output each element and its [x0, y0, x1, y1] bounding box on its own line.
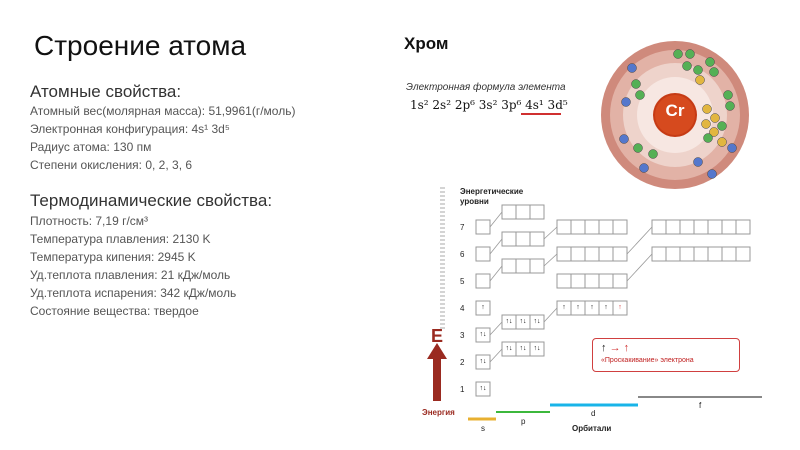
atom-particle — [649, 150, 658, 159]
energy-scale-ticks — [440, 188, 445, 328]
thermo-property-line: Уд.теплота испарения: 342 кДж/моль — [30, 286, 237, 300]
level-number: 5 — [460, 277, 465, 286]
atom-particle — [694, 66, 703, 75]
thermo-property-line: Температура кипения: 2945 K — [30, 250, 196, 264]
electron-cell: ↑↓ — [479, 358, 487, 365]
level-number: 2 — [460, 358, 465, 367]
atom-particle — [710, 68, 719, 77]
atom-particle — [728, 144, 737, 153]
atom-particle — [636, 91, 645, 100]
formula-caption: Электронная формула элемента — [406, 82, 566, 93]
atom-particle — [708, 170, 717, 179]
energy-symbol: E — [431, 326, 444, 346]
slide-title: Строение атома — [34, 30, 247, 61]
arrow-up-icon: ↑ — [623, 342, 630, 354]
atom-particle — [634, 144, 643, 153]
electron-cell: ↑ — [604, 304, 608, 311]
atomic-property-line: Радиус атома: 130 пм — [30, 140, 152, 154]
electron-cell: ↑↓ — [533, 345, 541, 352]
diagram-title-second-line: уровни — [460, 197, 489, 206]
electron-cell: ↑↓ — [519, 318, 527, 325]
element-name: Хром — [404, 34, 449, 53]
atom-particle — [686, 50, 695, 59]
electron-cell: ↑ — [562, 304, 566, 311]
atom-particle — [640, 164, 649, 173]
atomic-property-line: Электронная конфигурация: 4s¹ 3d⁵ — [30, 122, 230, 136]
atom-model — [600, 40, 750, 190]
electron-cell: ↑↓ — [505, 345, 513, 352]
atom-particle — [683, 62, 692, 71]
atom-particle — [694, 158, 703, 167]
electron-cell: ↑ — [481, 304, 485, 311]
thermo-properties-heading: Термодинамические свойства: — [30, 191, 273, 210]
atom-particle — [724, 91, 733, 100]
electron-cell: ↑ — [576, 304, 580, 311]
orbital-label-d: d — [591, 409, 596, 418]
level-number: 4 — [460, 304, 465, 313]
atom-particle — [718, 138, 727, 147]
electron-cell: ↑ — [590, 304, 594, 311]
level-number: 6 — [460, 250, 465, 259]
atom-particle — [706, 58, 715, 67]
thermo-property-line: Уд.теплота плавления: 21 кДж/моль — [30, 268, 231, 282]
thermo-property-line: Состояние вещества: твердое — [30, 304, 199, 318]
atomic-property-line: Степени окисления: 0, 2, 3, 6 — [30, 158, 193, 172]
level-number: 1 — [460, 385, 465, 394]
energy-caption: Энергия — [422, 408, 455, 417]
orbital-label-s: s — [481, 424, 485, 433]
formula-underline — [521, 113, 561, 115]
atom-particle — [632, 80, 641, 89]
thermo-property-line: Плотность: 7,19 г/см³ — [30, 214, 149, 228]
level-number: 3 — [460, 331, 465, 340]
electron-cell: ↑↓ — [533, 318, 541, 325]
electron-cell: ↑↓ — [519, 345, 527, 352]
electron-cell: ↑↓ — [479, 331, 487, 338]
electron-formula: 1s² 2s² 2p⁶ 3s² 3p⁶ 4s¹ 3d⁵ — [410, 98, 568, 112]
energy-arrow — [427, 343, 447, 401]
electron-jump-note — [592, 338, 740, 372]
atom-symbol: Cr — [665, 101, 685, 120]
electron-cell: ↑ — [618, 304, 622, 311]
atom-particle — [628, 64, 637, 73]
orbital-label-f: f — [699, 401, 702, 410]
electron-jump-arrows — [601, 342, 629, 354]
arrow-right-icon: → — [609, 342, 621, 354]
energy-level-diagram — [420, 180, 770, 450]
orbital-label-p: p — [521, 417, 526, 426]
orbital-type-lines — [468, 397, 762, 419]
diagram-title: Энергетические — [460, 187, 524, 196]
atomic-properties-heading: Атомные свойства: — [30, 82, 182, 101]
atom-particle — [620, 135, 629, 144]
thermo-property-line: Температура плавления: 2130 K — [30, 232, 211, 246]
arrow-up-icon: ↑ — [601, 342, 607, 354]
electron-cell: ↑↓ — [505, 318, 513, 325]
atomic-property-line: Атомный вес(молярная масса): 51,9961(г/моль) — [30, 104, 296, 118]
electron-cell: ↑↓ — [479, 385, 487, 392]
level-number: 7 — [460, 223, 465, 232]
atom-particle — [696, 76, 705, 85]
electron-jump-text: «Проскакивание» электрона — [601, 357, 694, 364]
atom-particle — [704, 134, 713, 143]
orbitals-caption: Орбитали — [572, 424, 612, 433]
atom-particle — [718, 122, 727, 131]
atom-particle — [674, 50, 683, 59]
